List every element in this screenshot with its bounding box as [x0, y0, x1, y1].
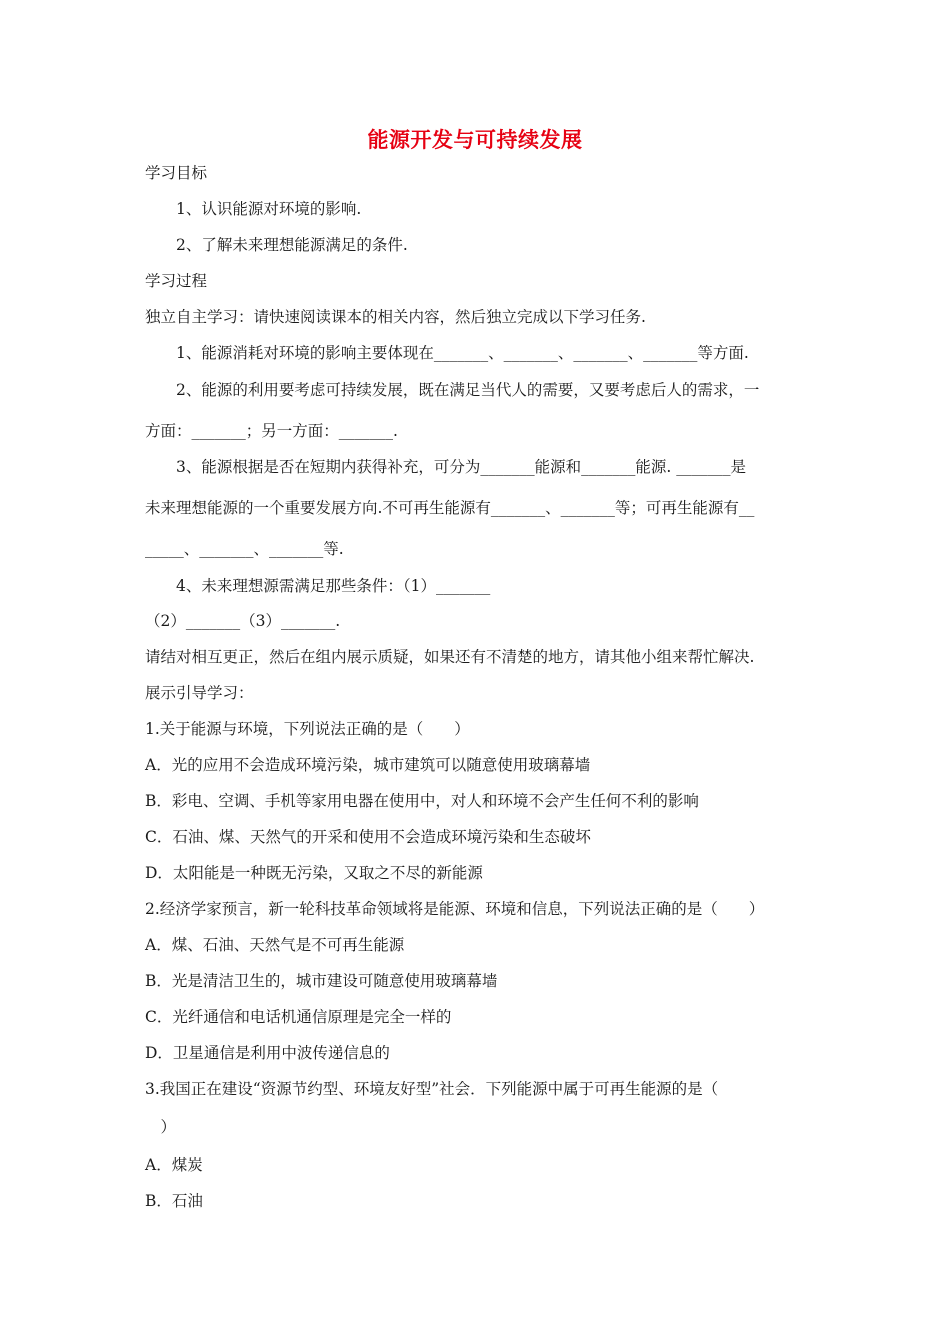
question-1-option-b: B．彩电、空调、手机等家用电器在使用中，对人和环境不会产生任何不利的影响 — [145, 792, 699, 810]
section-heading-guided: 展示引导学习： — [145, 684, 254, 702]
task-3-line-3: _____、_______、_______等. — [145, 540, 344, 558]
section-heading-process: 学习过程 — [145, 272, 208, 290]
question-2: 2.经济学家预言，新一轮科技革命领域将是能源、环境和信息，下列说法正确的是（ ） — [145, 900, 765, 918]
task-1: 1、能源消耗对环境的影响主要体现在_______、_______、_______、_______等方面. — [176, 344, 749, 362]
question-3-line-2: ） — [145, 1118, 177, 1136]
question-2-option-d: D．卫星通信是利用中波传递信息的 — [145, 1044, 390, 1062]
page-title: 能源开发与可持续发展 — [367, 128, 583, 152]
task-3-line-2: 未来理想能源的一个重要发展方向.不可再生能源有_______、_______等；可再生能源有__ — [145, 499, 755, 517]
task-2-line-2: 方面：_______；另一方面：_______. — [145, 422, 398, 440]
group-instruction: 请结对相互更正，然后在组内展示质疑，如果还有不清楚的地方，请其他小组来帮忙解决. — [145, 648, 755, 666]
task-4-line-2: （2）_______（3）_______. — [145, 612, 341, 630]
question-3-option-a: A．煤炭 — [145, 1156, 203, 1174]
question-3-option-b: B．石油 — [145, 1192, 203, 1210]
question-1-option-d: D．太阳能是一种既无污染，又取之不尽的新能源 — [145, 864, 483, 882]
question-3-line-1: 3.我国正在建设“资源节约型、环境友好型”社会．下列能源中属于可再生能源的是（ — [145, 1080, 719, 1098]
question-1-option-a: A．光的应用不会造成环境污染，城市建筑可以随意使用玻璃幕墙 — [145, 756, 591, 774]
task-3-line-1: 3、能源根据是否在短期内获得补充，可分为_______能源和_______能源. _______是 — [176, 458, 746, 476]
question-1: 1.关于能源与环境，下列说法正确的是（ ） — [145, 720, 470, 738]
objective-1: 1、认识能源对环境的影响. — [176, 200, 362, 218]
objective-2: 2、了解未来理想能源满足的条件. — [176, 236, 408, 254]
task-2-line-1: 2、能源的利用要考虑可持续发展，既在满足当代人的需要，又要考虑后人的需求，一 — [176, 381, 760, 399]
self-study-instruction: 独立自主学习：请快速阅读课本的相关内容，然后独立完成以下学习任务. — [145, 308, 646, 326]
task-4-line-1: 4、未来理想源需满足那些条件：（1）_______ — [176, 577, 491, 595]
question-2-option-a: A．煤、石油、天然气是不可再生能源 — [145, 936, 405, 954]
question-1-option-c: C．石油、煤、天然气的开采和使用不会造成环境污染和生态破坏 — [145, 828, 591, 846]
question-2-option-c: C．光纤通信和电话机通信原理是完全一样的 — [145, 1008, 452, 1026]
section-heading-objectives: 学习目标 — [145, 164, 208, 182]
question-2-option-b: B．光是清洁卫生的，城市建设可随意使用玻璃幕墙 — [145, 972, 498, 990]
